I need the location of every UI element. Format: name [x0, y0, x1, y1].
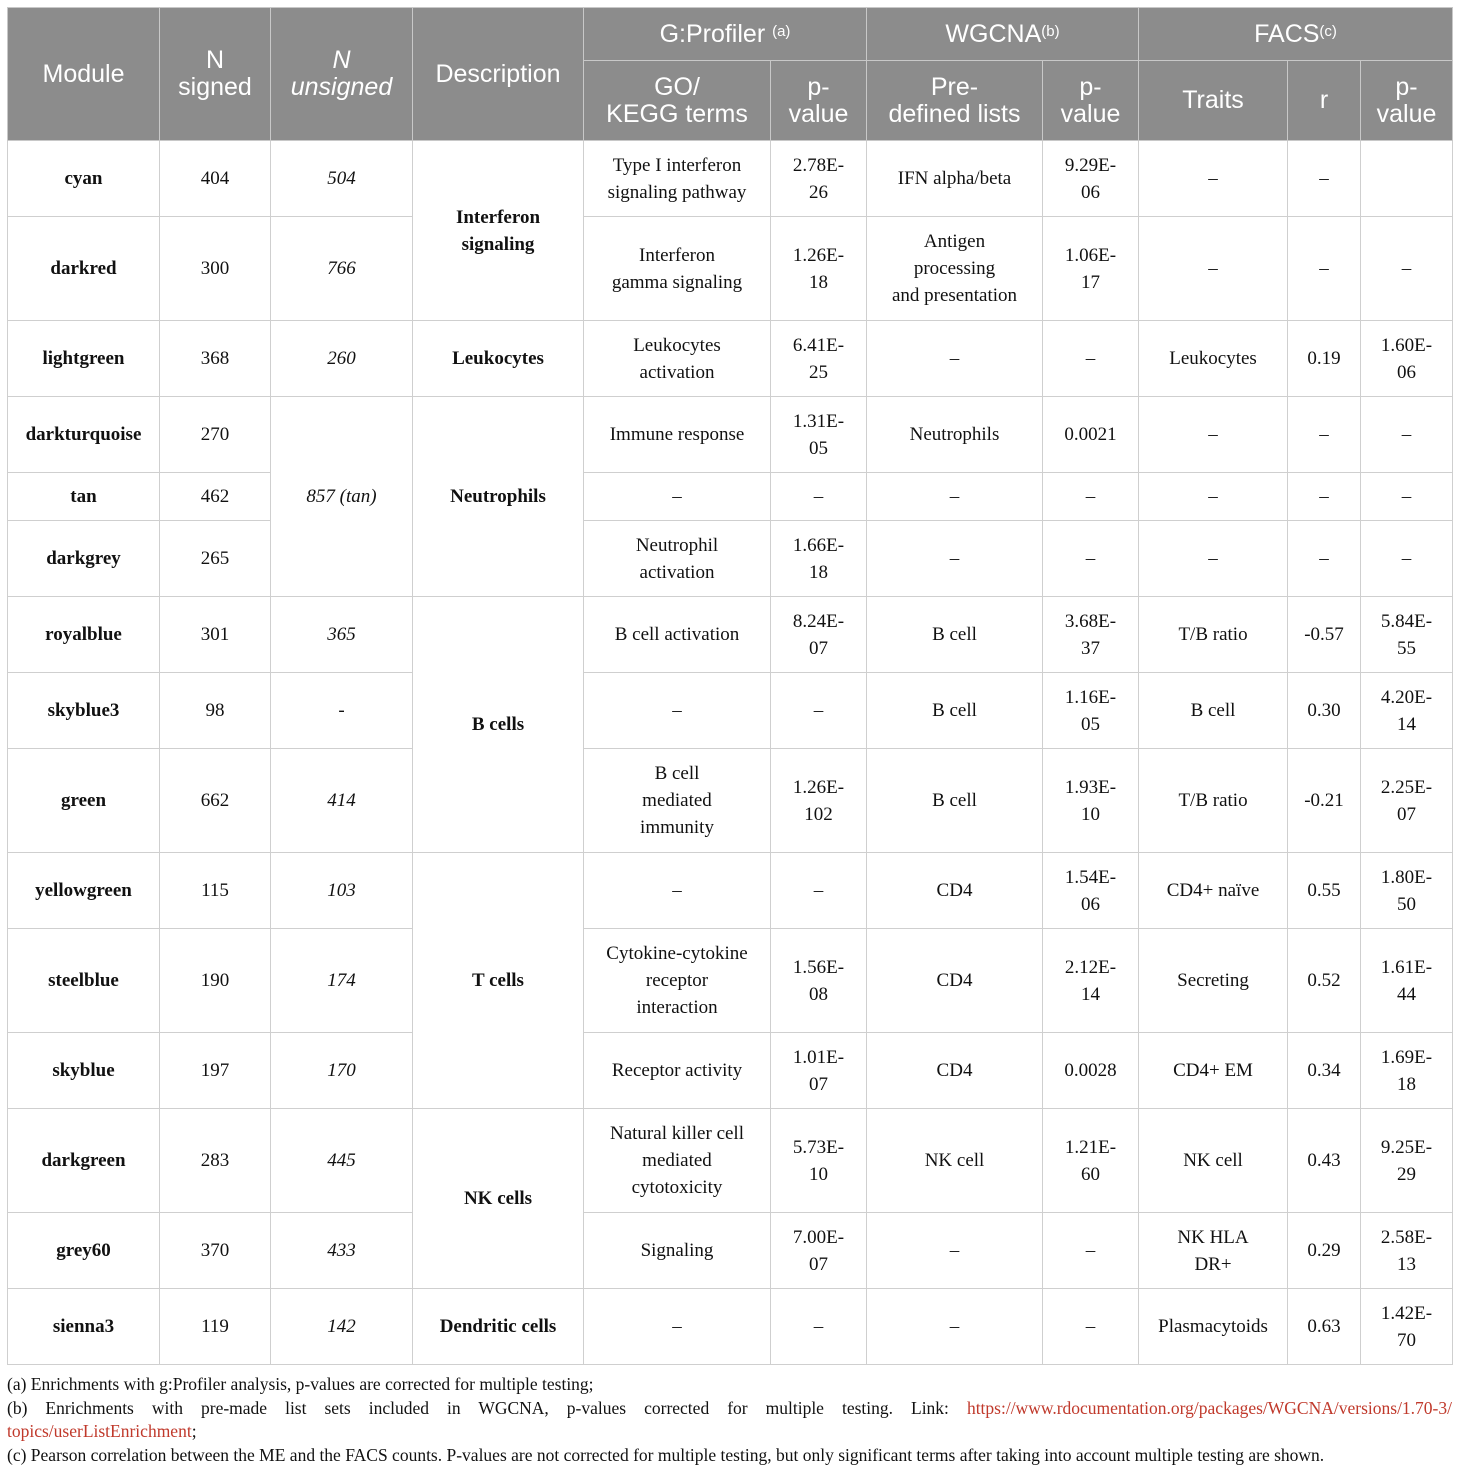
wgcna-p-value: –	[1043, 521, 1139, 597]
facs-p-value: 9.25E- 29	[1361, 1109, 1453, 1213]
wgcna-p-value: 3.68E- 37	[1043, 597, 1139, 673]
facs-trait: –	[1139, 141, 1288, 217]
facs-trait: –	[1139, 397, 1288, 473]
n-signed: 368	[160, 321, 271, 397]
facs-r: 0.29	[1288, 1213, 1361, 1289]
go-term: Receptor activity	[584, 1033, 771, 1109]
module-name: green	[8, 749, 160, 853]
wgcna-list: –	[867, 1289, 1043, 1365]
go-p-value: 1.66E- 18	[771, 521, 867, 597]
module-name: tan	[8, 473, 160, 521]
n-unsigned: 365	[271, 597, 413, 673]
wgcna-p-value: 9.29E- 06	[1043, 141, 1139, 217]
facs-r: 0.19	[1288, 321, 1361, 397]
wgcna-p-value: 1.16E- 05	[1043, 673, 1139, 749]
go-term: Natural killer cell mediated cytotoxicity	[584, 1109, 771, 1213]
facs-r: 0.55	[1288, 853, 1361, 929]
facs-r: -0.21	[1288, 749, 1361, 853]
description-cell: Dendritic cells	[413, 1289, 584, 1365]
table-row	[8, 321, 1453, 397]
n-signed: 462	[160, 473, 271, 521]
facs-p-value: 1.42E- 70	[1361, 1289, 1453, 1365]
go-p-value: 1.26E- 18	[771, 217, 867, 321]
n-signed: 404	[160, 141, 271, 217]
wgcna-list: B cell	[867, 749, 1043, 853]
module-name: darkturquoise	[8, 397, 160, 473]
wgcna-list: B cell	[867, 597, 1043, 673]
go-term: –	[584, 1289, 771, 1365]
description-cell: T cells	[413, 853, 584, 1109]
go-p-value: 8.24E- 07	[771, 597, 867, 673]
header-description: Description	[413, 8, 584, 141]
n-signed: 190	[160, 929, 271, 1033]
module-table	[7, 7, 1453, 1365]
description-cell: Leukocytes	[413, 321, 584, 397]
wgcna-p-value: –	[1043, 473, 1139, 521]
module-name: lightgreen	[8, 321, 160, 397]
n-signed: 301	[160, 597, 271, 673]
facs-r: –	[1288, 473, 1361, 521]
wgcna-p-value: 0.0021	[1043, 397, 1139, 473]
header-n-unsigned: N unsigned	[271, 8, 413, 141]
facs-p-value: 1.69E- 18	[1361, 1033, 1453, 1109]
module-name: steelblue	[8, 929, 160, 1033]
module-name: darkgrey	[8, 521, 160, 597]
facs-trait: –	[1139, 217, 1288, 321]
facs-p-value: 1.61E- 44	[1361, 929, 1453, 1033]
facs-trait: Leukocytes	[1139, 321, 1288, 397]
module-name: darkgreen	[8, 1109, 160, 1213]
n-unsigned: 260	[271, 321, 413, 397]
facs-p-value: 2.58E- 13	[1361, 1213, 1453, 1289]
wgcna-p-value: 1.06E- 17	[1043, 217, 1139, 321]
facs-trait: NK cell	[1139, 1109, 1288, 1213]
n-unsigned: -	[271, 673, 413, 749]
header-facs-p-value: p- value	[1361, 61, 1453, 141]
n-signed: 197	[160, 1033, 271, 1109]
table-row	[8, 1033, 1453, 1109]
wgcna-p-value: 1.93E- 10	[1043, 749, 1139, 853]
table-row	[8, 521, 1453, 597]
facs-r: 0.63	[1288, 1289, 1361, 1365]
facs-p-value: –	[1361, 217, 1453, 321]
n-signed: 270	[160, 397, 271, 473]
wgcna-p-value: 0.0028	[1043, 1033, 1139, 1109]
n-unsigned: 170	[271, 1033, 413, 1109]
go-p-value: 1.26E- 102	[771, 749, 867, 853]
n-unsigned: 414	[271, 749, 413, 853]
facs-trait: T/B ratio	[1139, 597, 1288, 673]
footnote-b-cont: topics/userListEnrichment;	[7, 1421, 197, 1441]
wgcna-list: CD4	[867, 1033, 1043, 1109]
go-term: Cytokine-cytokine receptor interaction	[584, 929, 771, 1033]
description-cell: Interferon signaling	[413, 141, 584, 321]
table-row	[8, 473, 1453, 521]
module-name: yellowgreen	[8, 853, 160, 929]
facs-p-value: 1.60E- 06	[1361, 321, 1453, 397]
n-signed: 115	[160, 853, 271, 929]
footnote-b: (b) Enrichments with pre-made list sets included in WGCNA, p-values corrected for multiple testing. Link: https://www.rdocumentation.org/packages/WGCNA/versions/1.70-3/	[7, 1398, 1452, 1418]
footnote-a: (a) Enrichments with g:Profiler analysis, p-values are corrected for multiple testing;	[7, 1374, 594, 1394]
table-row	[8, 1289, 1453, 1365]
go-p-value: 5.73E- 10	[771, 1109, 867, 1213]
n-unsigned: 433	[271, 1213, 413, 1289]
n-unsigned: 103	[271, 853, 413, 929]
go-p-value: –	[771, 473, 867, 521]
module-name: royalblue	[8, 597, 160, 673]
header-module: Module	[8, 8, 160, 141]
wgcna-list: NK cell	[867, 1109, 1043, 1213]
description-cell: Neutrophils	[413, 397, 584, 597]
go-p-value: 1.56E- 08	[771, 929, 867, 1033]
n-unsigned: 857 (tan)	[271, 397, 413, 597]
module-name: darkred	[8, 217, 160, 321]
facs-p-value: 2.25E- 07	[1361, 749, 1453, 853]
module-name: skyblue	[8, 1033, 160, 1109]
wgcna-list: CD4	[867, 853, 1043, 929]
header-go-terms: GO/ KEGG terms	[584, 61, 771, 141]
n-signed: 300	[160, 217, 271, 321]
facs-trait: NK HLA DR+	[1139, 1213, 1288, 1289]
facs-r: –	[1288, 521, 1361, 597]
header-predefined-lists: Pre- defined lists	[867, 61, 1043, 141]
wgcna-p-value: 1.21E- 60	[1043, 1109, 1139, 1213]
header-wgcna-p-value: p- value	[1043, 61, 1139, 141]
wgcna-p-value: 1.54E- 06	[1043, 853, 1139, 929]
wgcna-list: CD4	[867, 929, 1043, 1033]
go-p-value: 1.31E- 05	[771, 397, 867, 473]
n-unsigned: 445	[271, 1109, 413, 1213]
n-signed: 370	[160, 1213, 271, 1289]
go-term: –	[584, 673, 771, 749]
go-term: Immune response	[584, 397, 771, 473]
footnote-link[interactable]: https://www.rdocumentation.org/packages/WGCNA/versions/1.70-3/	[966, 1398, 1452, 1418]
wgcna-p-value: –	[1043, 321, 1139, 397]
go-p-value: 7.00E- 07	[771, 1213, 867, 1289]
facs-trait: CD4+ EM	[1139, 1033, 1288, 1109]
facs-r: 0.34	[1288, 1033, 1361, 1109]
table-row	[8, 1109, 1453, 1213]
header-gprofiler: G:Profiler $^{(a)}$	[584, 8, 867, 61]
n-signed: 662	[160, 749, 271, 853]
go-p-value: –	[771, 853, 867, 929]
wgcna-p-value: –	[1043, 1289, 1139, 1365]
go-term: Signaling	[584, 1213, 771, 1289]
footnote-link-cont[interactable]: topics/userListEnrichment	[7, 1421, 192, 1441]
go-term: B cell activation	[584, 597, 771, 673]
table-row	[8, 749, 1453, 853]
n-unsigned: 142	[271, 1289, 413, 1365]
wgcna-list: –	[867, 473, 1043, 521]
wgcna-p-value: –	[1043, 1213, 1139, 1289]
facs-r: –	[1288, 141, 1361, 217]
facs-r: 0.52	[1288, 929, 1361, 1033]
facs-p-value: 5.84E- 55	[1361, 597, 1453, 673]
wgcna-list: –	[867, 321, 1043, 397]
facs-trait: Secreting	[1139, 929, 1288, 1033]
facs-trait: Plasmacytoids	[1139, 1289, 1288, 1365]
n-signed: 283	[160, 1109, 271, 1213]
facs-p-value: –	[1361, 397, 1453, 473]
header-go-p-value: p- value	[771, 61, 867, 141]
facs-r: –	[1288, 397, 1361, 473]
go-term: –	[584, 853, 771, 929]
table-row	[8, 217, 1453, 321]
go-term: –	[584, 473, 771, 521]
header-facs: FACS$^{(c)}$	[1139, 8, 1453, 61]
facs-p-value: 1.80E- 50	[1361, 853, 1453, 929]
wgcna-p-value: 2.12E- 14	[1043, 929, 1139, 1033]
module-name: skyblue3	[8, 673, 160, 749]
go-p-value: –	[771, 673, 867, 749]
facs-p-value: –	[1361, 521, 1453, 597]
header-n-signed: N signed	[160, 8, 271, 141]
facs-p-value	[1361, 141, 1453, 217]
facs-trait: T/B ratio	[1139, 749, 1288, 853]
table-row	[8, 597, 1453, 673]
footnote-c: (c) Pearson correlation between the ME and the FACS counts. P-values are not corrected for multiple testing, but only significant terms after taking into account multiple testing are shown.	[7, 1445, 1325, 1465]
facs-r: 0.30	[1288, 673, 1361, 749]
facs-r: 0.43	[1288, 1109, 1361, 1213]
n-signed: 265	[160, 521, 271, 597]
go-term: B cell mediated immunity	[584, 749, 771, 853]
wgcna-list: IFN alpha/beta	[867, 141, 1043, 217]
go-term: Interferon gamma signaling	[584, 217, 771, 321]
table-row	[8, 929, 1453, 1033]
facs-trait: –	[1139, 473, 1288, 521]
go-p-value: 1.01E- 07	[771, 1033, 867, 1109]
go-p-value: –	[771, 1289, 867, 1365]
go-term: Type I interferon signaling pathway	[584, 141, 771, 217]
facs-p-value: 4.20E- 14	[1361, 673, 1453, 749]
table-row	[8, 1213, 1453, 1289]
go-p-value: 6.41E- 25	[771, 321, 867, 397]
wgcna-list: –	[867, 1213, 1043, 1289]
wgcna-list: –	[867, 521, 1043, 597]
module-name: sienna3	[8, 1289, 160, 1365]
header-wgcna: WGCNA$^{(b)}$	[867, 8, 1139, 61]
table-row	[8, 673, 1453, 749]
n-unsigned: 174	[271, 929, 413, 1033]
n-signed: 98	[160, 673, 271, 749]
facs-trait: –	[1139, 521, 1288, 597]
header-r: r	[1288, 61, 1361, 141]
n-unsigned: 766	[271, 217, 413, 321]
facs-r: –	[1288, 217, 1361, 321]
table-row	[8, 853, 1453, 929]
module-name: cyan	[8, 141, 160, 217]
go-term: Leukocytes activation	[584, 321, 771, 397]
wgcna-list: Neutrophils	[867, 397, 1043, 473]
table-row	[8, 141, 1453, 217]
description-cell: B cells	[413, 597, 584, 853]
header-traits: Traits	[1139, 61, 1288, 141]
go-p-value: 2.78E- 26	[771, 141, 867, 217]
facs-r: -0.57	[1288, 597, 1361, 673]
n-unsigned: 504	[271, 141, 413, 217]
go-term: Neutrophil activation	[584, 521, 771, 597]
wgcna-list: Antigen processing and presentation	[867, 217, 1043, 321]
facs-trait: CD4+ naïve	[1139, 853, 1288, 929]
table-row	[8, 397, 1453, 473]
module-name: grey60	[8, 1213, 160, 1289]
wgcna-list: B cell	[867, 673, 1043, 749]
n-signed: 119	[160, 1289, 271, 1365]
description-cell: NK cells	[413, 1109, 584, 1289]
facs-trait: B cell	[1139, 673, 1288, 749]
facs-p-value: –	[1361, 473, 1453, 521]
